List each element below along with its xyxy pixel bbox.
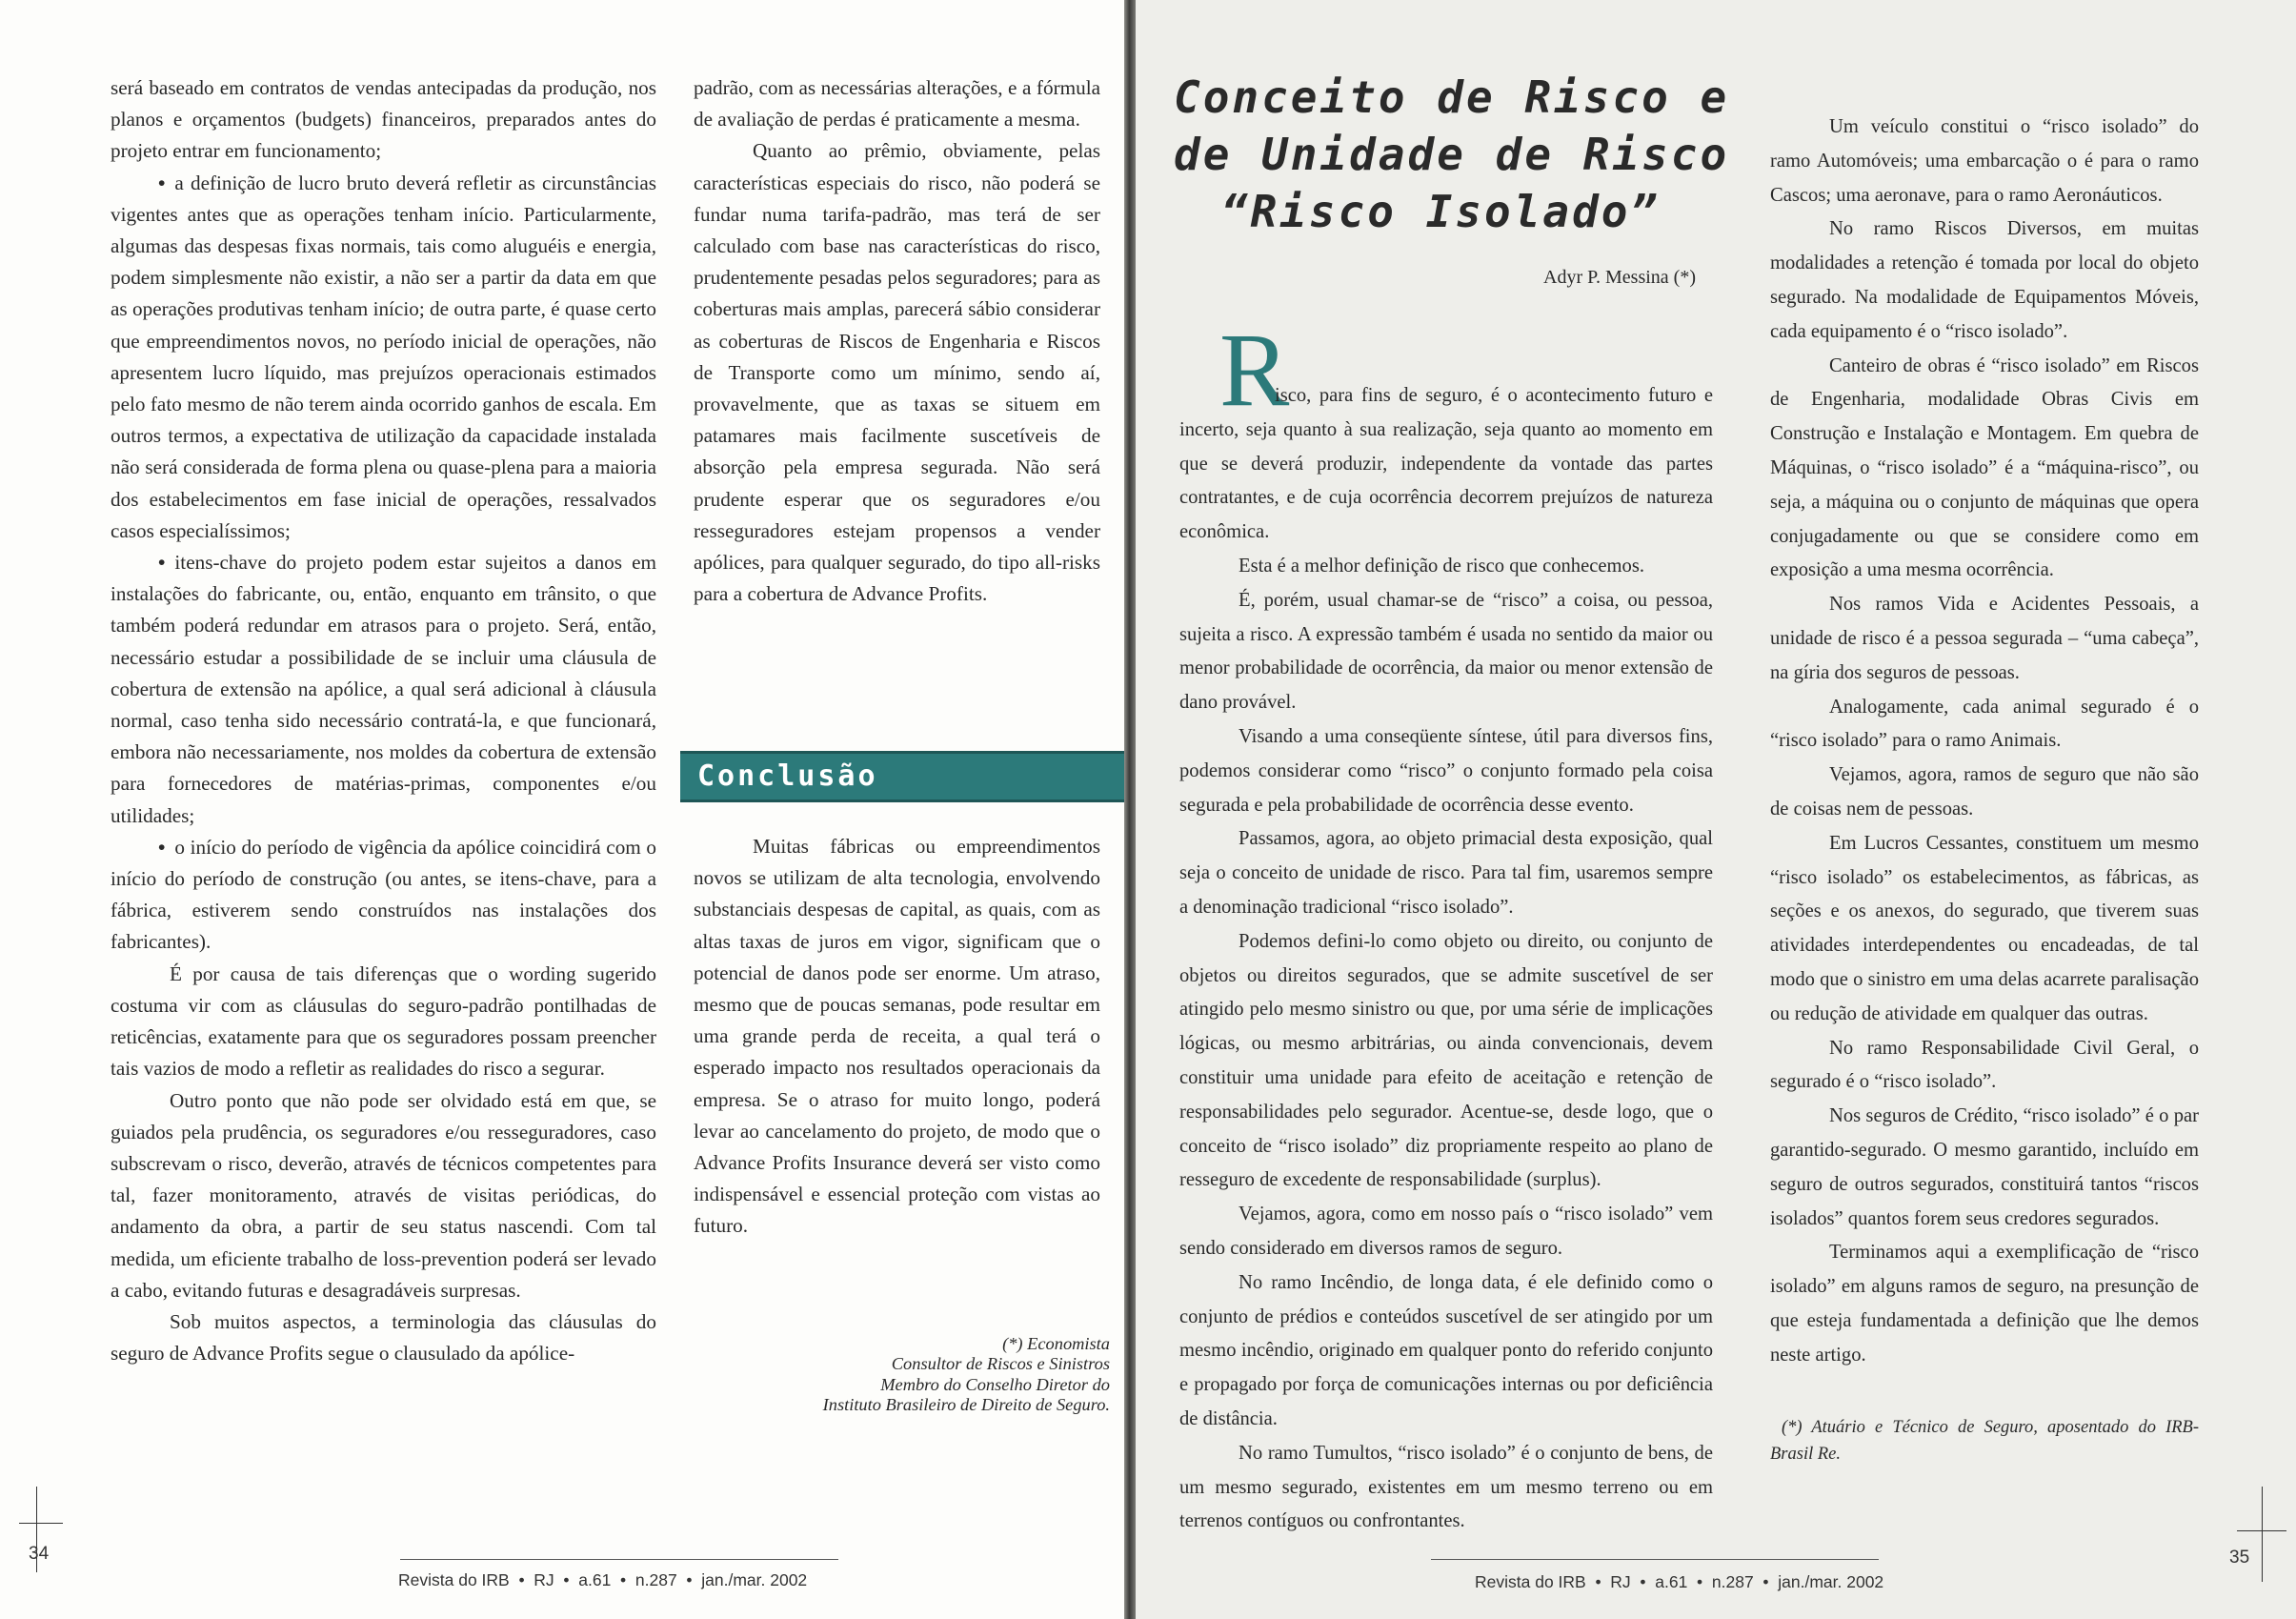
paragraph: Um veículo constitui o “risco isolado” do ramo Automóveis; uma embarcação o é para o ramo Cascos; uma aeronave, para o ramo Aeronáuticos. [1770,116,2199,206]
paragraph: Podemos defini-lo como objeto ou direito, ou conjunto de objetos ou direitos segurados, que se admite suscetível de ser atingido pelo mesmo sinistro ou que, por uma série de implicações lógicas, ou mesmo arbitrárias, ou ainda convencionais, devem constituir uma unidade para efeito de aceitação e retenção de responsabilidades pelo segurador. Acentue-se, desde logo, que o conceito de “risco isolado” diz propriamente respeito ao plano de resseguro de excedente de responsabilidade (surplus). [1179,930,1713,1191]
left-column-2-bottom [694,831,1100,1243]
footer-rule [400,1559,838,1560]
paragraph: Nos ramos Vida e Acidentes Pessoais, a unidade de risco é a pessoa segurada – “uma cabeça”, na gíria dos seguros de pessoas. [1770,594,2199,683]
paragraph: Visando a uma conseqüente síntese, útil para diversos fins, podemos considerar como “risco” o conjunto formado pela coisa segurada e pela probabilidade de ocorrência desse evento. [1179,725,1713,816]
footnote-line: Consultor de Riscos e Sinistros [891,1354,1110,1374]
journal-footer: Revista do IRB • RJ • a.61 • n.287 • jan./mar. 2002 [1475,1572,1884,1591]
crop-mark [2237,1530,2286,1531]
paragraph: será baseado em contratos de vendas antecipadas da produção, nos planos e orçamentos (budgets) financeiros, preparados antes do projeto entrar em funcionamento; [111,76,656,163]
paragraph: É, porém, usual chamar-se de “risco” a coisa, ou pessoa, sujeita a risco. A expressão também é usada no sentido da maior ou menor probabilidade de ocorrência, da maior ou menor extensão de dano provável. [1179,589,1713,714]
paragraph: Em Lucros Cessantes, constituem um mesmo “risco isolado” os estabelecimentos, as fábricas, as seções e os anexos, do segurado, que tiverem suas atividades interdependentes ou encadeadas, de tal modo que o sinistro em uma delas acarrete paralisação ou redução de atividade em qualquer das outras. [1770,832,2199,1024]
book-gutter [1124,0,1136,1619]
paragraph: Sob muitos aspectos, a terminologia das cláusulas do seguro de Advance Profits segue o clausulado da apólice- [111,1309,656,1366]
paragraph: No ramo Responsabilidade Civil Geral, o segurado é o “risco isolado”. [1770,1037,2199,1093]
journal-footer: Revista do IRB • RJ • a.61 • n.287 • jan./mar. 2002 [398,1570,808,1589]
left-column-2-top [694,72,1100,610]
paragraph: No ramo Incêndio, de longa data, é ele definido como o conjunto de prédios e conteúdos suscetível de ser atingido por um mesmo incêndio, originado em qualquer ponto do referido conjunto e propagado por força de comunicações internas ou por deficiência de distância. [1179,1271,1713,1429]
left-column-1 [111,72,656,1369]
page-number: 35 [2229,1548,2250,1568]
paragraph: Esta é a melhor definição de risco que conhecemos. [1239,555,1645,577]
author-footnote [781,1334,1110,1416]
bullet-icon: • [158,171,166,194]
paragraph: Muitas fábricas ou empreendimentos novos se utilizam de alta tecnologia, envolvendo substanciais despesas de capital, as quais, com as altas taxas de juros em vigor, significam que o potencial de danos pode ser enorme. Um atraso, mesmo que de poucas semanas, pode resultar em uma grande perda de receita, a qual terá o esperado impacto nos resultados operacionais da empresa. Se o atraso for muito longo, poderá levar ao cancelamento do projeto, de modo que o Advance Profits Insurance deverá ser visto como indispensável e essencial proteção com vistas ao futuro. [694,835,1100,1238]
footer-rule [1431,1559,1879,1560]
footnote-line: Instituto Brasileiro de Direito de Seguro. [822,1395,1110,1415]
article-author: Adyr P. Messina (*) [1543,267,1696,288]
bullet-item: • itens-chave do projeto podem estar sujeitos a danos em instalações do fabricante, ou, então, enquanto em trânsito, o que também poderá redundar em atrasos para o projeto. Será, então, necessário estudar a possibilidade de se incluir uma cláusula de cobertura de extensão na apólice, a qual será adicional à cláusula normal, caso tenha sido necessário contratá-la, e que funcionará, embora não necessariamente, nos moldes da cobertura de extensão para fornecedores de matérias-primas, componentes e/ou utilidades; [111,551,656,827]
paragraph: isco, para fins de seguro, é o acontecimento futuro e incerto, seja quanto à sua realização, seja quanto ao momento em que se deverá produzir, independente da vontade das partes contratantes, e de cuja ocorrência decorrem prejuízos de natureza econômica. [1179,385,1713,543]
drop-cap: R [1219,312,1290,428]
title-line: “Risco Isolado” [1220,186,1661,237]
footnote-line: (*) Economista [1002,1334,1110,1353]
paragraph: Analogamente, cada animal segurado é o “risco isolado” para o ramo Animais. [1770,696,2199,752]
paragraph: Vejamos, agora, ramos de seguro que não são de coisas nem de pessoas. [1770,764,2199,820]
title-line: de Unidade de Risco [1174,129,1730,180]
right-page [1136,0,2296,1619]
paragraph: Passamos, agora, ao objeto primacial desta exposição, qual seja o conceito de unidade de risco. Para tal fim, usaremos sempre a denominação tradicional “risco isolado”. [1179,828,1713,918]
page-number: 34 [29,1544,50,1564]
footnote-line: Membro do Conselho Diretor do [880,1374,1110,1394]
section-heading-bar [680,751,1124,802]
paragraph: Vejamos, agora, como em nosso país o “risco isolado” vem sendo considerado em diversos ramos de seguro. [1179,1204,1713,1259]
right-column-1 [1179,379,1713,1539]
paragraph: Nos seguros de Crédito, “risco isolado” é o par garantido-segurado. O mesmo garantido, incluído em seguro de outros segurados, constituirá tantos “riscos isolados” quantos forem seus credores segurados. [1770,1105,2199,1229]
bullet-icon: • [158,835,166,859]
title-line: Conceito de Risco e [1174,71,1730,123]
right-column-2 [1770,111,2199,1467]
author-footnote: (*) Atuário e Técnico de Seguro, aposentado do IRB-Brasil Re. [1770,1418,2199,1465]
paragraph: É por causa de tais diferenças que o wording sugerido costuma vir com as cláusulas do seguro-padrão pontilhadas de reticências, exatamente para que os seguradores possam preencher tais vazios de modo a refletir as realidades do risco a segurar. [111,961,656,1081]
paragraph: Quanto ao prêmio, obviamente, pelas características especiais do risco, não poderá se fundar numa tarifa-padrão, mas terá de ser calculado com base nas características do risco, prudentemente pesadas pelos seguradores; para as coberturas mais amplas, parecerá sábio considerar as coberturas de Riscos de Engenharia e Riscos de Transporte como um mínimo, sendo aí, provavelmente, que as taxas se situem em patamares mais facilmente suscetíveis de absorção pela empresa segurada. Não será prudente esperar que os seguradores e/ou resseguradores estejam propensos a vender apólices, para qualquer segurado, do tipo all-risks para a cobertura de Advance Profits. [694,139,1100,606]
bullet-icon: • [158,551,166,575]
bullet-item: • a definição de lucro bruto deverá refletir as circunstâncias vigentes antes que as operações tenham início. Particularmente, algumas das despesas fixas normais, tais como aluguéis e energia, podem simplesmente não existir, a não ser a partir da data em que as operações produtivas tenham início; de outra parte, é quase certo que empreendimentos novos, no período inicial de operações, não apresentem lucro líquido, mas prejuízos operacionais estimados pelo fato mesmo de não terem ainda ocorrido ganhos de escala. Em outros termos, a expectativa de utilização da capacidade instalada não será considerada de forma plena ou quase-plena para a maioria dos estabelecimentos em fase inicial de operações, ressalvados casos especialíssimos; [111,171,656,542]
crop-mark [2262,1487,2263,1582]
paragraph: No ramo Tumultos, “risco isolado” é o conjunto de bens, de um mesmo segurado, existentes em um mesmo terreno ou em terrenos contíguos ou confrontantes. [1179,1442,1713,1532]
bullet-item: • o início do período de vigência da apólice coincidirá com o início do período de construção (ou antes, se itens-chave, para a fábrica, estiverem sendo construídos nas instalações dos fabricantes). [111,835,656,954]
section-heading-conclusao: Conclusão [697,759,878,793]
article-title [1174,69,1730,240]
paragraph: Canteiro de obras é “risco isolado” em Riscos de Engenharia, modalidade Obras Civis em Construção e Instalação e Montagem. Em quebra de Máquinas, o “risco isolado” é a “máquina-risco”, ou seja, a máquina ou o conjunto de máquinas que opera conjugadamente ou que se considere como em exposição a uma mesma ocorrência. [1770,354,2199,581]
crop-mark [19,1523,63,1524]
paragraph: Terminamos aqui a exemplificação de “risco isolado” em alguns ramos de seguro, na presunção de que esteja fundamentada a definição que lhe demos neste artigo. [1770,1242,2199,1366]
paragraph: No ramo Riscos Diversos, em muitas modalidades a retenção é tomada por local do objeto segurado. Na modalidade de Equipamentos Móveis, cada equipamento é o “risco isolado”. [1770,218,2199,342]
paragraph: Outro ponto que não pode ser olvidado está em que, se guiados pela prudência, os seguradores e/ou resseguradores, caso subscrevam o risco, deverão, através de técnicos competentes para tal, fazer monitoramento, através de visitas periódicas, do andamento da obra, a partir de seu status nascendi. Com tal medida, um eficiente trabalho de loss-prevention poderá ser levado a cabo, evitando futuras e desagradáveis surpresas. [111,1088,656,1302]
left-page [0,0,1124,1619]
paragraph: padrão, com as necessárias alterações, e a fórmula de avaliação de perdas é praticamente a mesma. [694,76,1100,132]
